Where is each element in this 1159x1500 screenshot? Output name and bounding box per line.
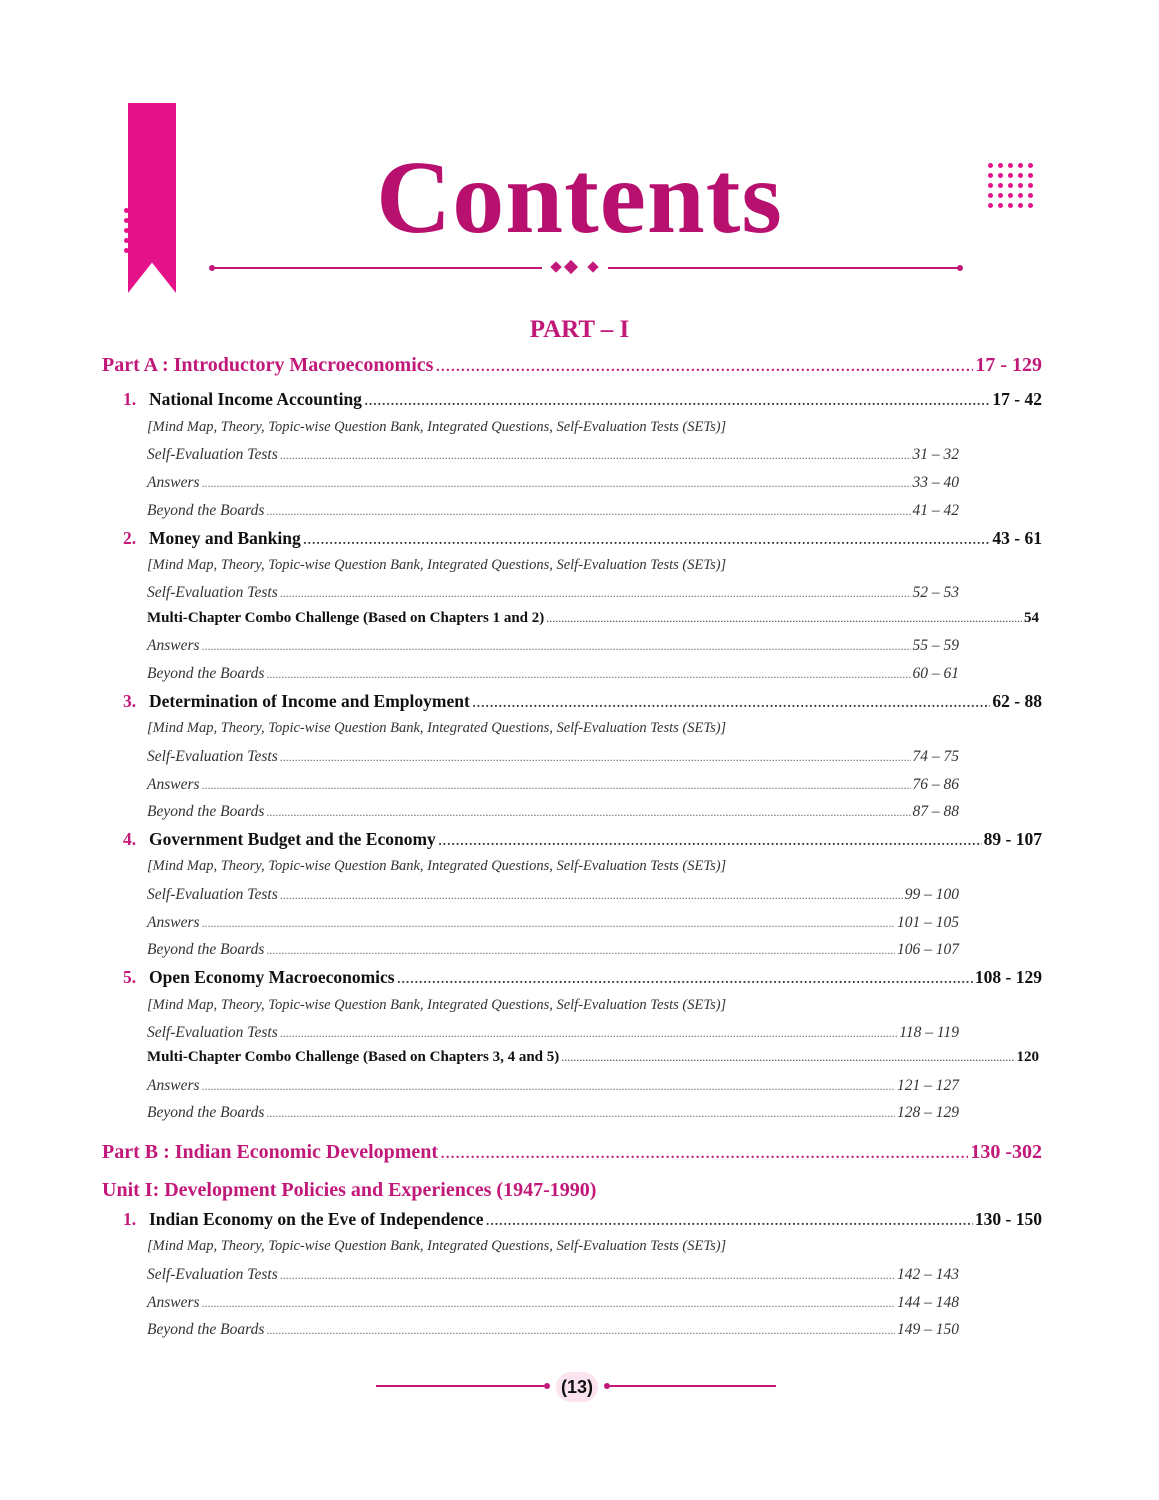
leader-dots [546, 611, 1022, 626]
combo-challenge-entry[interactable] [147, 610, 1039, 627]
sub-entry-answers[interactable] [147, 914, 959, 932]
leader-dots [486, 1209, 973, 1230]
sub-entry-beyond[interactable] [147, 941, 959, 959]
leader-dots [266, 667, 910, 682]
leader-dots [266, 805, 910, 820]
sub-entry-pages: 76 – 86 [912, 776, 959, 793]
chapter-entry[interactable] [123, 829, 1042, 850]
chapter-contents-note: [Mind Map, Theory, Topic-wise Question Bank, Integrated Questions, Self-Evaluation Tests (SETs)] [147, 720, 727, 736]
page-title: Contents [376, 140, 783, 255]
sub-entry-set[interactable] [147, 446, 959, 464]
sub-entry-pages: 31 – 32 [912, 446, 959, 463]
sub-entry-answers[interactable] [147, 637, 959, 655]
chapter-pages: 62 - 88 [992, 691, 1042, 711]
chapter-pages: 43 - 61 [992, 528, 1042, 548]
leader-dots [280, 586, 911, 601]
rule-diamond [564, 260, 578, 274]
combo-challenge-entry[interactable] [147, 1049, 1039, 1066]
sub-entry-label: Self-Evaluation Tests [147, 446, 278, 463]
chapter-pages: 17 - 42 [992, 389, 1042, 409]
sub-entry-pages: 33 – 40 [912, 474, 959, 491]
footer-dot [544, 1383, 550, 1389]
sub-entry-pages: 41 – 42 [912, 502, 959, 519]
chapter-entry[interactable] [123, 389, 1042, 410]
chapter-title: Open Economy Macroeconomics [149, 967, 395, 987]
sub-entry-label: Beyond the Boards [147, 941, 265, 958]
sub-entry-set[interactable] [147, 1266, 959, 1284]
sub-entry-beyond[interactable] [147, 665, 959, 683]
chapter-pages: 89 - 107 [983, 829, 1042, 849]
footer-rule-left [376, 1385, 544, 1387]
part-a-entry[interactable] [102, 354, 1042, 377]
leader-dots [202, 639, 911, 654]
sub-entry-label: Beyond the Boards [147, 1104, 265, 1121]
chapter-number: 4. [123, 829, 137, 849]
chapter-number: 3. [123, 691, 137, 711]
combo-challenge-label: Multi-Chapter Combo Challenge (Based on Chapters 3, 4 and 5) [147, 1049, 560, 1065]
leader-dots [280, 448, 911, 463]
title-rule-right [608, 267, 960, 269]
chapter-title: Government Budget and the Economy [149, 829, 436, 849]
chapter-title: National Income Accounting [149, 389, 362, 409]
combo-challenge-page: 54 [1024, 610, 1039, 626]
sub-entry-pages: 87 – 88 [912, 803, 959, 820]
leader-dots [280, 750, 911, 765]
sub-entry-pages: 118 – 119 [899, 1024, 959, 1041]
sub-entry-label: Self-Evaluation Tests [147, 886, 278, 903]
sub-entry-label: Beyond the Boards [147, 502, 265, 519]
sub-entry-pages: 144 – 148 [897, 1294, 959, 1311]
leader-dots [364, 389, 990, 410]
sub-entry-label: Answers [147, 776, 200, 793]
chapter-number: 1. [123, 389, 137, 409]
page-number: (13) [556, 1372, 598, 1402]
rule-end-dot [957, 265, 963, 271]
part-b-entry[interactable] [102, 1141, 1042, 1164]
leader-dots [280, 1268, 895, 1283]
sub-entry-set[interactable] [147, 1024, 959, 1042]
chapter-number: 2. [123, 528, 137, 548]
sub-entry-pages: 55 – 59 [912, 637, 959, 654]
sub-entry-pages: 149 – 150 [897, 1321, 959, 1338]
chapter-title: Money and Banking [149, 528, 301, 548]
leader-dots [440, 1141, 968, 1164]
leader-dots [303, 528, 991, 549]
sub-entry-label: Self-Evaluation Tests [147, 1266, 278, 1283]
sub-entry-label: Self-Evaluation Tests [147, 1024, 278, 1041]
part-b-label: Part B : Indian Economic Development [102, 1141, 439, 1163]
leader-dots [202, 916, 895, 931]
sub-entry-pages: 128 – 129 [897, 1104, 959, 1121]
leader-dots [266, 943, 895, 958]
sub-entry-label: Answers [147, 1077, 200, 1094]
sub-entry-set[interactable] [147, 748, 959, 766]
chapter-contents-note: [Mind Map, Theory, Topic-wise Question Bank, Integrated Questions, Self-Evaluation Tests (SETs)] [147, 858, 727, 874]
sub-entry-pages: 121 – 127 [897, 1077, 959, 1094]
sub-entry-set[interactable] [147, 584, 959, 602]
sub-entry-label: Beyond the Boards [147, 1321, 265, 1338]
sub-entry-answers[interactable] [147, 1077, 959, 1095]
sub-entry-beyond[interactable] [147, 803, 959, 821]
sub-entry-label: Beyond the Boards [147, 803, 265, 820]
leader-dots [266, 1323, 895, 1338]
chapter-contents-note: [Mind Map, Theory, Topic-wise Question Bank, Integrated Questions, Self-Evaluation Tests (SETs)] [147, 557, 727, 573]
chapter-title: Indian Economy on the Eve of Independence [149, 1209, 484, 1229]
chapter-contents-note: [Mind Map, Theory, Topic-wise Question Bank, Integrated Questions, Self-Evaluation Tests (SETs)] [147, 419, 727, 435]
part-a-label: Part A : Introductory Macroeconomics [102, 354, 434, 376]
combo-challenge-label: Multi-Chapter Combo Challenge (Based on Chapters 1 and 2) [147, 610, 545, 626]
sub-entry-beyond[interactable] [147, 1104, 959, 1122]
chapter-contents-note: [Mind Map, Theory, Topic-wise Question Bank, Integrated Questions, Self-Evaluation Tests (SETs)] [147, 997, 727, 1013]
sub-entry-label: Answers [147, 1294, 200, 1311]
leader-dots [202, 778, 911, 793]
sub-entry-answers[interactable] [147, 1294, 959, 1312]
sub-entry-beyond[interactable] [147, 502, 959, 520]
title-rule-left [212, 267, 542, 269]
sub-entry-set[interactable] [147, 886, 959, 904]
leader-dots [202, 1079, 895, 1094]
sub-entry-label: Beyond the Boards [147, 665, 265, 682]
sub-entry-label: Answers [147, 637, 200, 654]
chapter-pages: 108 - 129 [974, 967, 1042, 987]
sub-entry-pages: 101 – 105 [897, 914, 959, 931]
chapter-entry[interactable] [123, 967, 1042, 988]
leader-dots [266, 1106, 895, 1121]
chapter-entry[interactable] [123, 1209, 1042, 1230]
part-b-pages: 130 -302 [970, 1141, 1042, 1163]
leader-dots [438, 829, 982, 850]
sub-entry-answers[interactable] [147, 776, 959, 794]
chapter-title: Determination of Income and Employment [149, 691, 470, 711]
chapter-number: 1. [123, 1209, 137, 1229]
sub-entry-label: Self-Evaluation Tests [147, 584, 278, 601]
leader-dots [435, 354, 973, 377]
leader-dots [561, 1050, 1014, 1065]
leader-dots [202, 476, 911, 491]
sub-entry-label: Answers [147, 914, 200, 931]
chapter-entry[interactable] [123, 528, 1042, 549]
sub-entry-pages: 99 – 100 [904, 886, 959, 903]
chapter-pages: 130 - 150 [974, 1209, 1042, 1229]
sub-entry-label: Self-Evaluation Tests [147, 748, 278, 765]
leader-dots [202, 1296, 895, 1311]
chapter-entry[interactable] [123, 691, 1042, 712]
leader-dots [266, 504, 910, 519]
combo-challenge-page: 120 [1016, 1049, 1039, 1065]
sub-entry-pages: 52 – 53 [912, 584, 959, 601]
footer-rule-right [610, 1385, 776, 1387]
leader-dots [397, 967, 973, 988]
unit-heading: Unit I: Development Policies and Experiences (1947-1990) [102, 1179, 597, 1201]
sub-entry-beyond[interactable] [147, 1321, 959, 1339]
leader-dots [472, 691, 991, 712]
sub-entry-pages: 60 – 61 [912, 665, 959, 682]
sub-entry-pages: 142 – 143 [897, 1266, 959, 1283]
rule-diamond [550, 261, 561, 272]
rule-diamond [587, 261, 598, 272]
leader-dots [280, 888, 903, 903]
chapter-contents-note: [Mind Map, Theory, Topic-wise Question Bank, Integrated Questions, Self-Evaluation Tests (SETs)] [147, 1238, 727, 1254]
part-a-pages: 17 - 129 [975, 354, 1042, 376]
sub-entry-label: Answers [147, 474, 200, 491]
sub-entry-pages: 106 – 107 [897, 941, 959, 958]
sub-entry-pages: 74 – 75 [912, 748, 959, 765]
part-heading: PART – I [529, 316, 630, 343]
chapter-number: 5. [123, 967, 137, 987]
sub-entry-answers[interactable] [147, 474, 959, 492]
leader-dots [280, 1026, 898, 1041]
